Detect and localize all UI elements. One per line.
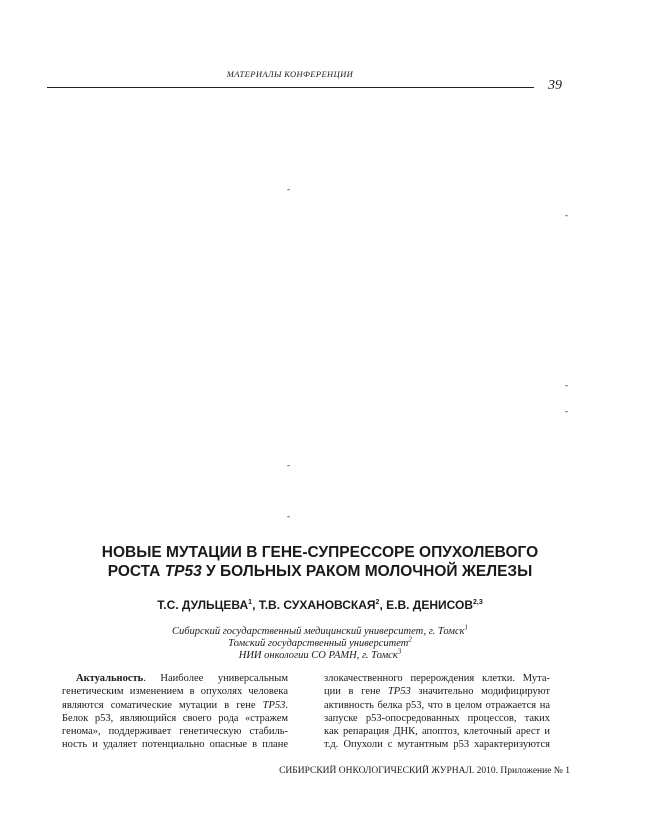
- author-name: Т.В. СУХАНОВСКАЯ: [258, 598, 376, 612]
- text-line: запуске p53-опосредованных процессов, таких: [324, 712, 550, 724]
- text-line: Актуальность. Наиболее универсальным: [76, 673, 288, 684]
- text-line: т.д. Опухоли с мутантным p53 характеризуются: [324, 739, 550, 751]
- text-line: злокачественного перерождения клетки. Мута-: [324, 673, 550, 684]
- gene-name: TP53: [164, 563, 202, 580]
- title-line-2: РОСТА TP53 У БОЛЬНЫХ РАКОМ МОЛОЧНОЙ ЖЕЛЕЗЫ: [107, 563, 533, 580]
- text-line: как репарация ДНК, апоптоз, клеточный арест и: [324, 726, 550, 738]
- page-number: 39: [548, 78, 562, 93]
- stray-mark: -: [565, 380, 568, 390]
- stray-mark: -: [287, 460, 290, 470]
- affiliation: Сибирский государственный медицинский университет, г. Томск$^1$: [171, 623, 469, 637]
- header-rule: [47, 87, 534, 88]
- affiliations: [40, 623, 600, 662]
- section-lead: Актуальность: [76, 673, 144, 684]
- text-line: генома», поддерживает генетическую стабиль-: [62, 726, 288, 738]
- stray-mark: -: [287, 184, 290, 194]
- body-column-right: [324, 672, 550, 752]
- text-line: ность и удаляет потенциально опасные в плане: [62, 739, 288, 751]
- text-line: активность белка p53, что в целом отражается на: [324, 699, 550, 711]
- journal-footer: СИБИРСКИЙ ОНКОЛОГИЧЕСКИЙ ЖУРНАЛ. 2010. Приложение № 1: [279, 766, 570, 776]
- gene-name: TP53: [387, 686, 411, 698]
- text-line: Белок p53, являющийся своего рода «стражем: [62, 712, 288, 724]
- stray-mark: -: [565, 406, 568, 416]
- text-line: генетическим изменением в опухолях человека: [62, 686, 288, 698]
- affiliation: НИИ онкологии СО РАМН, г. Томск$^3$: [238, 647, 402, 661]
- gene-name: TP53: [262, 699, 286, 711]
- title-line-1: НОВЫЕ МУТАЦИИ В ГЕНЕ-СУПРЕССОРЕ ОПУХОЛЕВОГО: [101, 544, 539, 561]
- author-list: Т.С. ДУЛЬЦЕВА$^1$, Т.В. СУХАНОВСКАЯ$^2$, Е.В. ДЕНИСОВ$^{2,3}$: [157, 598, 483, 612]
- text-line: являются соматические мутации в гене TP53.: [62, 699, 288, 711]
- affiliation: Томский государственный университет$^2$: [228, 635, 412, 649]
- author-name: Т.С. ДУЛЬЦЕВА: [157, 598, 249, 612]
- stray-mark: -: [565, 210, 568, 220]
- author-name: Е.В. ДЕНИСОВ: [386, 598, 473, 612]
- article-title: [40, 543, 600, 581]
- body-column-left: [62, 672, 288, 752]
- running-head: МАТЕРИАЛЫ КОНФЕРЕНЦИИ: [226, 69, 354, 79]
- stray-mark: -: [287, 511, 290, 521]
- text-line: ции в гене TP53 значительно модифицируют: [324, 686, 550, 698]
